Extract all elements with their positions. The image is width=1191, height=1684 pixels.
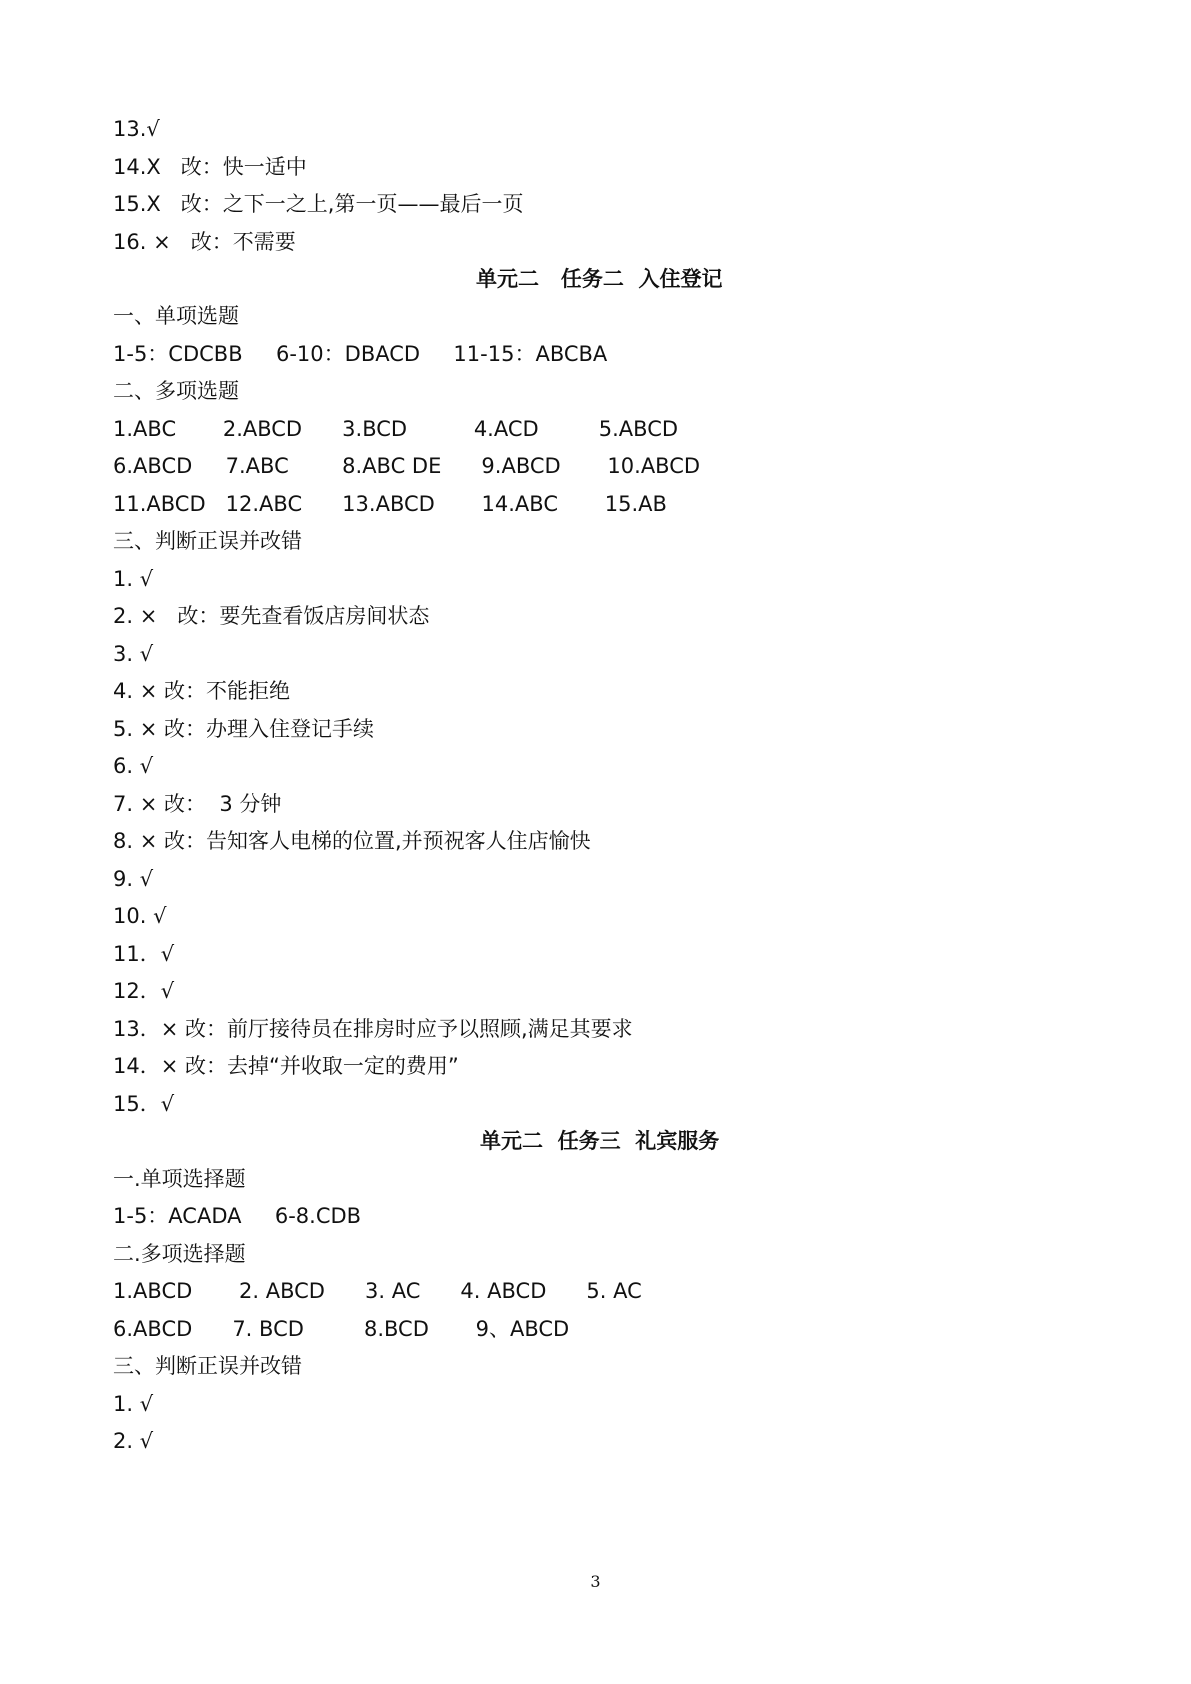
answer-line: 14．× 改：去掉“并收取一定的费用”: [113, 1054, 459, 1078]
answer-line: 1. √: [113, 567, 154, 591]
answer-line: 10. √: [113, 904, 167, 928]
answer-line: 13.√: [113, 117, 160, 141]
answer-line: 12．√: [113, 979, 175, 1003]
section-heading-concierge: 单元二 任务三 礼宾服务: [480, 1129, 720, 1153]
subsection-title: 一、单项选题: [113, 304, 239, 328]
section-heading-checkin: 单元二 任务二 入住登记: [476, 267, 723, 291]
answer-line: 14.X 改：快一适中: [113, 155, 307, 179]
subsection-title: 一.单项选择题: [113, 1167, 246, 1191]
answer-line: 6.ABCD 7.ABC 8.ABC DE 9.ABCD 10.ABCD: [113, 454, 701, 478]
answer-line: 11.ABCD 12.ABC 13.ABCD 14.ABC 15.AB: [113, 492, 667, 516]
subsection-title: 三、判断正误并改错: [113, 1354, 302, 1378]
answer-line: 15．√: [113, 1092, 175, 1116]
answer-line: 7. × 改： 3 分钟: [113, 792, 282, 816]
subsection-title: 二、多项选题: [113, 379, 239, 403]
answer-line: 6. √: [113, 754, 154, 778]
answer-line: 5. × 改：办理入住登记手续: [113, 717, 374, 741]
answer-line: 2. √: [113, 1429, 154, 1453]
answer-line: 16. × 改：不需要: [113, 230, 296, 254]
answer-line: 1.ABC 2.ABCD 3.BCD 4.ACD 5.ABCD: [113, 417, 679, 441]
subsection-title: 二.多项选择题: [113, 1242, 246, 1266]
answer-line: 2. × 改：要先查看饭店房间状态: [113, 604, 430, 628]
answer-line: 11．√: [113, 942, 175, 966]
subsection-title: 三、判断正误并改错: [113, 529, 302, 553]
page-number: 3: [590, 1572, 601, 1591]
answer-line: 3. √: [113, 642, 154, 666]
answer-line: 15.X 改：之下一之上,第一页——最后一页: [113, 192, 524, 216]
answer-line: 1.ABCD 2. ABCD 3. AC 4. ABCD 5. AC: [113, 1279, 642, 1303]
answer-line: 1-5：ACADA 6-8.CDB: [113, 1204, 362, 1228]
answer-line: 13．× 改：前厅接待员在排房时应予以照顾,满足其要求: [113, 1017, 633, 1041]
answer-line: 8. × 改：告知客人电梯的位置,并预祝客人住店愉快: [113, 829, 591, 853]
answer-line: 1. √: [113, 1392, 154, 1416]
answer-line: 9. √: [113, 867, 154, 891]
answer-line: 1-5：CDCBB 6-10：DBACD 11-15：ABCBA: [113, 342, 608, 366]
answer-line: 4. × 改：不能拒绝: [113, 679, 290, 703]
answer-line: 6.ABCD 7. BCD 8.BCD 9、ABCD: [113, 1317, 570, 1341]
